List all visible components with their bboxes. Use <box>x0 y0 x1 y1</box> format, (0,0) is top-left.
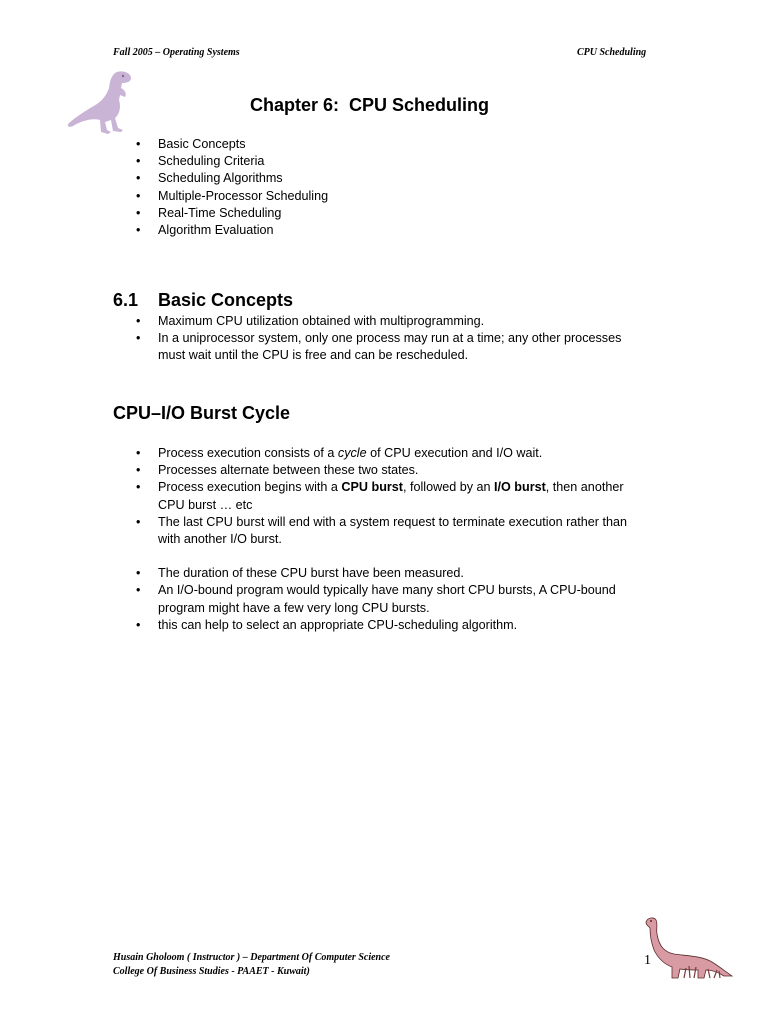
section-heading-basic-concepts <box>113 290 293 311</box>
list-item: • In a uniprocessor system, only one process may run at a time; any other processes must wait until the CPU is free and can be rescheduled. <box>136 330 646 364</box>
list-item: • The last CPU burst will end with a system request to terminate execution rather than with another I/O burst. <box>136 514 646 548</box>
page-number: 1 <box>644 953 651 968</box>
text: Process execution begins with a <box>158 480 342 495</box>
list-item: • An I/O-bound program would typically have many short CPU bursts, A CPU-bound program might have a few very long CPU bursts. <box>136 582 646 616</box>
list-item: • Scheduling Algorithms <box>136 170 646 187</box>
header-course: Fall 2005 – Operating Systems <box>113 47 240 58</box>
list-item: • Multiple-Processor Scheduling <box>136 188 646 205</box>
basic-concepts-list <box>136 313 646 365</box>
section-title-text: Basic Concepts <box>158 290 294 310</box>
emphasis-text: cycle <box>337 446 367 460</box>
list-item <box>136 445 646 462</box>
list-item: • Processes alternate between these two states. <box>136 462 646 479</box>
header-topic: CPU Scheduling <box>577 47 647 58</box>
burst-cycle-list <box>136 445 646 634</box>
bold-text: I/O burst <box>494 480 546 495</box>
list-item: • Maximum CPU utilization obtained with multiprogramming. <box>136 313 646 330</box>
dinosaur-top-image <box>65 68 135 134</box>
text: of CPU execution and I/O wait. <box>366 446 543 460</box>
list-item: • this can help to select an appropriate CPU-scheduling algorithm. <box>136 617 646 634</box>
chapter-contents-list <box>136 136 646 239</box>
text: , then another CPU burst … etc <box>158 480 624 512</box>
list-item <box>136 479 646 513</box>
section-heading-burst-cycle: CPU–I/O Burst Cycle <box>113 403 291 423</box>
section-number: 6.1 <box>113 290 139 310</box>
list-item: • The duration of these CPU burst have been measured. <box>136 565 646 582</box>
list-item: • Basic Concepts <box>136 136 646 153</box>
dinosaur-bottom-image <box>640 914 736 980</box>
footer-instructor: Husain Gholoom ( Instructor ) – Department Of Computer Science <box>113 952 390 963</box>
text: Process execution consists of a <box>158 446 338 460</box>
text: , followed by an <box>403 480 495 495</box>
chapter-title: Chapter 6: CPU Scheduling <box>250 95 490 115</box>
list-item: • Algorithm Evaluation <box>136 222 646 239</box>
footer-college: College Of Business Studies - PAAET - Kuwait) <box>113 966 310 977</box>
bold-text: CPU burst <box>341 480 403 495</box>
list-item: • Real-Time Scheduling <box>136 205 646 222</box>
list-item: • Scheduling Criteria <box>136 153 646 170</box>
